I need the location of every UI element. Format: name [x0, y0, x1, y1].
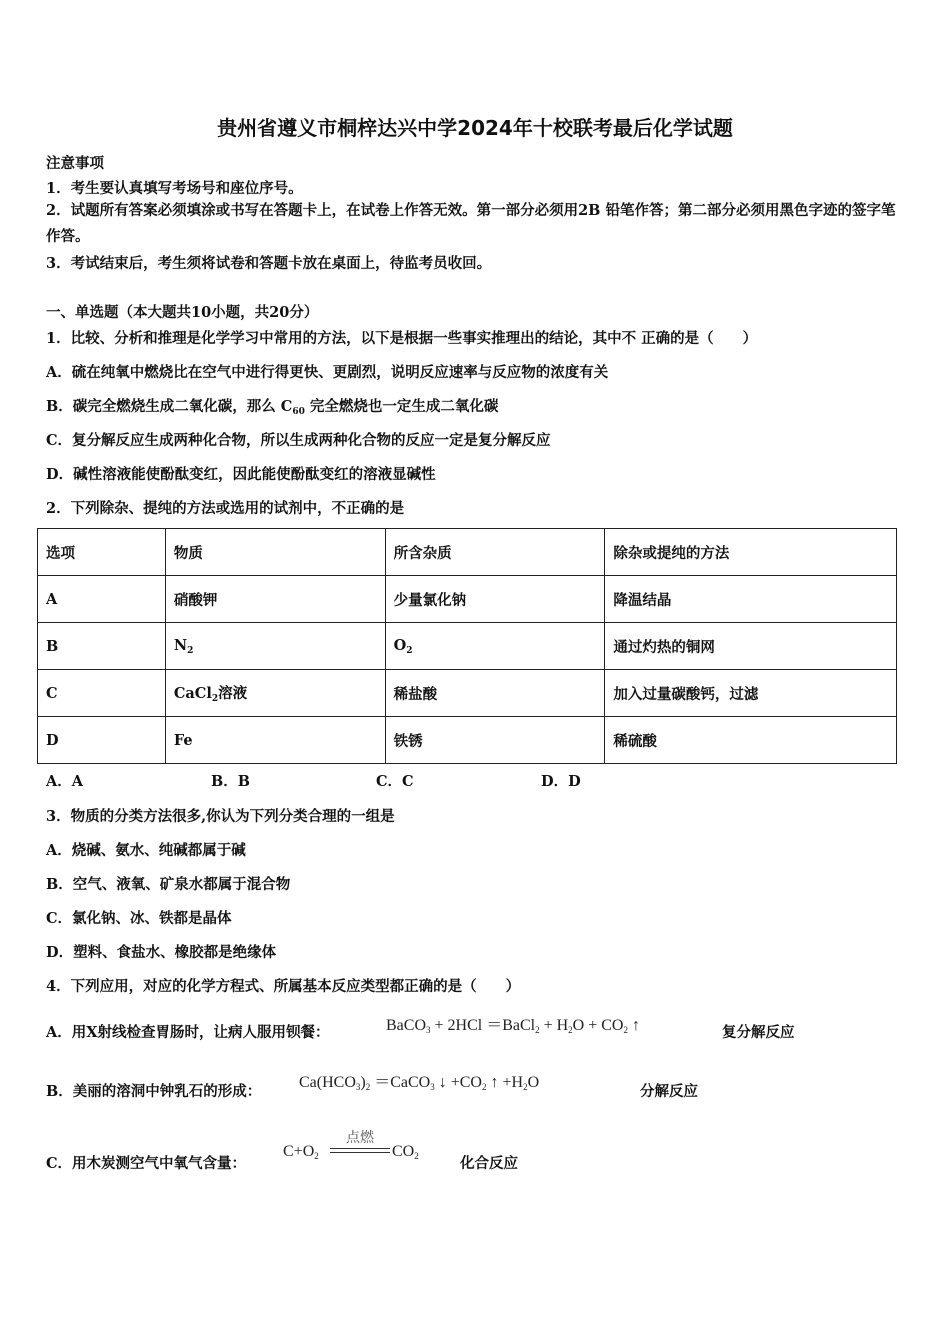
formula-sub: 2 [211, 694, 219, 704]
formula-sub: 2 [406, 645, 413, 656]
eq-part: O + CO [572, 1017, 624, 1034]
q1-option-d: D．碱性溶液能使酚酞变红，因此能使酚酞变红的溶液显碱性 [46, 466, 436, 483]
q2-stem: 2．下列除杂、提纯的方法或选用的试剂中，不正确的是 [46, 500, 405, 517]
q4-option-b-label: B．美丽的溶洞中钟乳石的形成： [46, 1083, 262, 1100]
eq-part: + H [539, 1017, 569, 1034]
table-cell-substance [165, 623, 385, 670]
q4-option-c-equation-right [392, 1143, 419, 1161]
eq-part: ↓ +CO [434, 1074, 482, 1091]
q2-answer-d: D．D [541, 773, 581, 790]
q1-option-a: A．硫在纯氧中燃烧比在空气中进行得更快、更剧烈，说明反应速率与反应物的浓度有关 [46, 364, 609, 381]
table-row [38, 670, 897, 717]
q2-table [37, 528, 897, 764]
table-row [38, 623, 897, 670]
eq-sub: 3 [426, 1025, 431, 1035]
q4-option-b-equation [299, 1069, 539, 1092]
eq-sub: 2 [481, 1082, 487, 1092]
notice-heading: 注意事项 [46, 155, 104, 172]
eq-part: ＝CaCO [370, 1074, 431, 1091]
table-header-cell: 物质 [165, 529, 385, 576]
table-cell-impurity: 少量氯化钠 [385, 576, 605, 623]
eq-sub: 3 [430, 1082, 435, 1092]
q4-option-a-equation [386, 1012, 640, 1035]
table-cell-option: D [38, 717, 166, 764]
table-cell-substance: Fe [165, 717, 385, 764]
q4-stem: 4．下列应用，对应的化学方程式、所属基本反应类型都正确的是（ ） [46, 978, 521, 995]
table-cell-substance: 硝酸钾 [165, 576, 385, 623]
q1-option-b-post: 完全燃烧也一定生成二氧化碳 [304, 398, 499, 415]
table-cell-option: A [38, 576, 166, 623]
table-cell-impurity [385, 623, 605, 670]
table-cell-method: 通过灼热的铜网 [605, 623, 897, 670]
q2-answer-b: B．B [211, 773, 251, 790]
table-header-cell: 所含杂质 [385, 529, 605, 576]
section-heading: 一、单选题（本大题共10小题，共20分） [46, 304, 319, 321]
q4-option-c-type: 化合反应 [460, 1155, 518, 1172]
reaction-condition: 点燃 [346, 1130, 374, 1146]
table-cell-method: 稀硫酸 [605, 717, 897, 764]
eq-sub: 2 [568, 1025, 573, 1035]
eq-part: CO [392, 1143, 415, 1160]
q1-option-b [46, 395, 498, 417]
eq-part: ) [360, 1074, 366, 1091]
eq-part: O [527, 1074, 540, 1091]
q1-option-c: C．复分解反应生成两种化合物，所以生成两种化合物的反应一定是复分解反应 [46, 432, 551, 449]
eq-part: ↑ +H [486, 1074, 524, 1091]
q1-option-b-sub: 60 [292, 407, 305, 417]
q2-answer-a: A．A [46, 773, 84, 790]
q1-stem: 1．比较、分析和推理是化学学习中常用的方法，以下是根据一些事实推理出的结论，其中不 正确的是（ ） [46, 330, 758, 347]
eq-sub: 3 [355, 1082, 361, 1092]
formula-main: O [393, 636, 407, 654]
eq-part: ↑ [627, 1017, 640, 1034]
q4-option-b-type: 分解反应 [640, 1083, 698, 1100]
eq-sub: 2 [365, 1082, 371, 1092]
q3-option-c: C．氯化钠、冰、铁都是晶体 [46, 910, 232, 927]
page-title: 贵州省遵义市桐梓达兴中学2024年十校联考最后化学试题 [217, 116, 733, 140]
table-cell-impurity: 铁锈 [385, 717, 605, 764]
eq-part: Ca(HCO [299, 1074, 356, 1091]
table-cell-method: 加入过量碳酸钙，过滤 [605, 670, 897, 717]
table-header-cell: 选项 [38, 529, 166, 576]
q3-option-b: B．空气、液氧、矿泉水都属于混合物 [46, 876, 291, 893]
q4-option-c-equation-left [283, 1143, 319, 1161]
double-line-arrow [330, 1148, 390, 1153]
notice-item-1: 1．考生要认真填写考场号和座位序号。 [46, 180, 303, 197]
table-cell-option: C [38, 670, 166, 717]
notice-item-3: 3．考试结束后，考生须将试卷和答题卡放在桌面上，待监考员收回。 [46, 255, 492, 272]
eq-sub: 2 [314, 1151, 319, 1161]
table-header-cell: 除杂或提纯的方法 [605, 529, 897, 576]
formula-tail: 溶液 [218, 685, 248, 702]
table-header-row [38, 529, 897, 576]
table-row [38, 576, 897, 623]
eq-part: BaCO [386, 1017, 426, 1034]
eq-sub: 2 [523, 1082, 528, 1092]
q3-option-a: A．烧碱、氨水、纯碱都属于碱 [46, 842, 246, 859]
q4-option-c-label: C．用木炭测空气中氧气含量： [46, 1155, 247, 1172]
table-cell-impurity: 稀盐酸 [385, 670, 605, 717]
table-cell-method: 降温结晶 [605, 576, 897, 623]
table-cell-option: B [38, 623, 166, 670]
eq-sub: 2 [414, 1151, 419, 1161]
eq-part: C+O [283, 1143, 315, 1160]
q2-answer-c: C．C [376, 773, 414, 790]
q3-option-d: D．塑料、食盐水、橡胶都是绝缘体 [46, 944, 277, 961]
q4-option-a-label: A．用X射线检查胃肠时，让病人服用钡餐： [46, 1024, 330, 1041]
formula-main: N [173, 636, 188, 654]
formula-sub: 2 [187, 645, 194, 656]
q3-stem: 3．物质的分类方法很多,你认为下列分类合理的一组是 [46, 808, 395, 825]
table-row [38, 717, 897, 764]
eq-sub: 2 [623, 1025, 628, 1035]
q4-option-a-type: 复分解反应 [722, 1024, 795, 1041]
eq-sub: 2 [535, 1025, 540, 1035]
notice-item-2: 2．试题所有答案必须填涂或书写在答题卡上，在试卷上作答无效。第一部分必须用2B 铅笔作答；第二部分必须用黑色字迹的签字笔作答。 [46, 202, 896, 245]
q1-option-b-pre: B．碳完全燃烧生成二氧化碳，那么 C [46, 398, 293, 415]
eq-part: + 2HCl ＝BaCl [430, 1017, 536, 1034]
formula-main: CaCl [173, 685, 212, 702]
table-cell-substance [165, 670, 385, 717]
